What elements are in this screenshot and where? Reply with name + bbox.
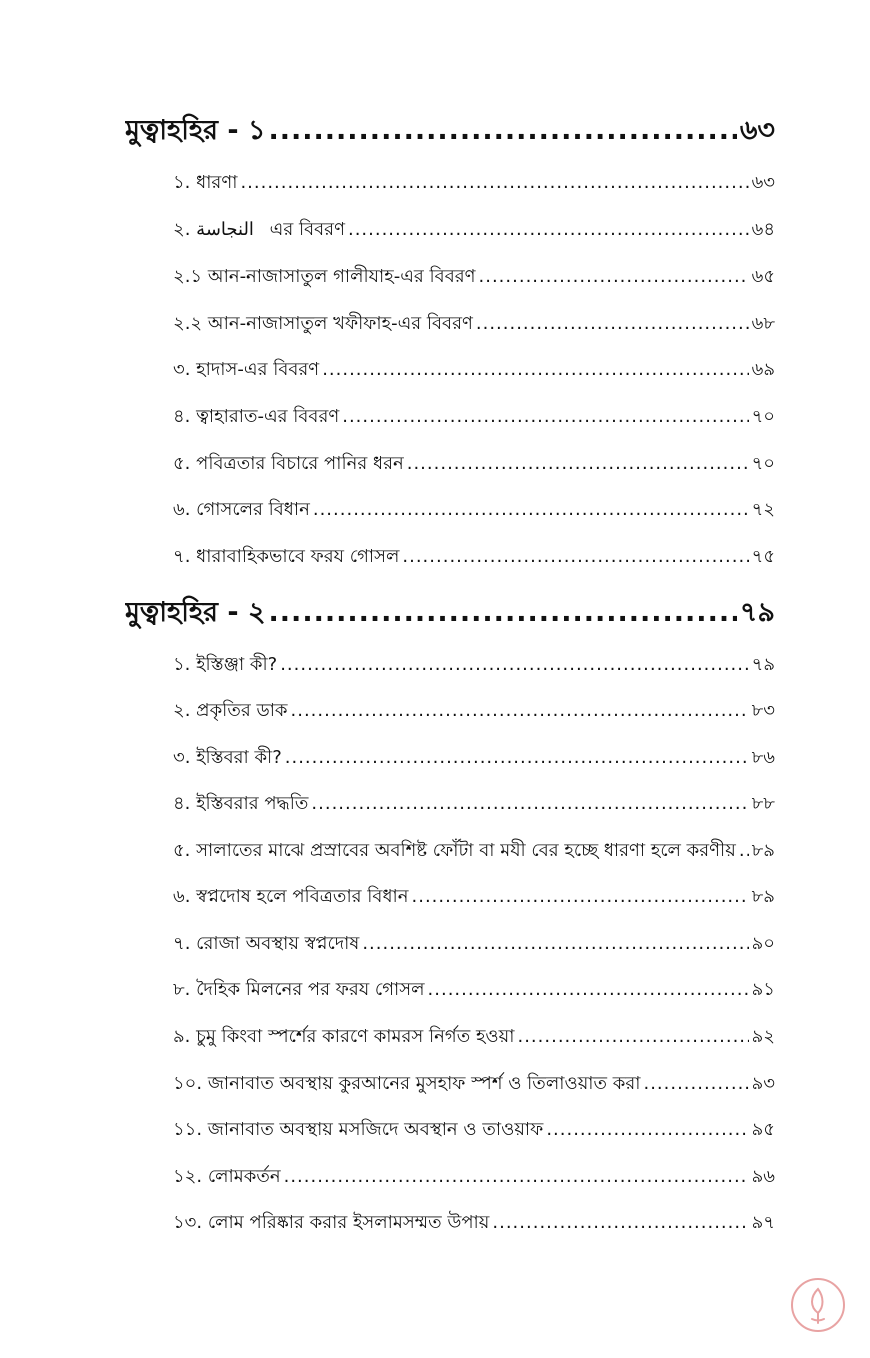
entry-page-number: ৭২: [751, 499, 775, 520]
entry-label: ২.১ আন-নাজাসাতুল গালীযাহ-এর বিবরণ: [173, 266, 476, 287]
entry-page-number: ৬৩: [751, 172, 775, 193]
entry-page-number: ৯৩: [751, 1073, 775, 1094]
entry-label: ১১. জানাবাত অবস্থায় মসজিদে অবস্থান ও তাওয়াফ: [173, 1119, 544, 1140]
leader-dots: [643, 1073, 748, 1094]
toc-entry: [173, 975, 775, 1006]
toc-entry: [173, 650, 775, 681]
leader-dots: [412, 886, 749, 907]
toc-entry: [173, 789, 775, 820]
toc-entry: [173, 449, 775, 480]
toc-entry: [173, 542, 775, 573]
entry-page-number: ৭০: [751, 406, 775, 427]
entry-page-number: ৭০: [751, 453, 775, 474]
toc-entry: [173, 262, 775, 293]
toc-entry: [173, 882, 775, 913]
leader-dots: [311, 793, 748, 814]
leader-dots: [476, 313, 749, 334]
section-heading: [125, 592, 775, 637]
leader-dots: [402, 546, 748, 567]
leader-dots: [517, 1026, 748, 1047]
entry-page-number: ৬৮: [751, 313, 775, 334]
toc-entry: [173, 1208, 775, 1239]
entry-page-number: ৯২: [751, 1026, 775, 1047]
toc-entry: [173, 402, 775, 433]
entry-page-number: ৮৩: [751, 700, 775, 721]
entry-label: ২.২ আন-নাজাসাতুল খফীফাহ-এর বিবরণ: [173, 313, 473, 334]
section-page-number: ৬৩: [739, 115, 775, 146]
toc-entry: [173, 929, 775, 960]
entry-label: ১২. লোমকর্তন: [173, 1166, 281, 1187]
toc-entry: [173, 355, 775, 386]
entry-label: ৫. সালাতের মাঝে প্রস্রাবের অবশিষ্ট ফোঁটা বা মযী বের হচ্ছে ধারণা হলে করণীয়: [173, 840, 736, 861]
leader-dots: [313, 499, 749, 520]
entry-label: ৭. ধারাবাহিকভাবে ফরয গোসল: [173, 546, 400, 567]
toc-entry: [173, 1162, 775, 1193]
entry-page-number: ৬৪: [751, 219, 775, 240]
section-title: মুত্বাহহির - ২: [125, 597, 266, 628]
entry-page-number: ৯৭: [751, 1212, 775, 1233]
entry-label: ৯. চুমু কিংবা স্পর্শের কারণে কামরস নির্গত হওয়া: [173, 1026, 515, 1047]
entry-label: ১. ধারণা: [173, 172, 238, 193]
entry-page-number: ৮৯: [751, 886, 775, 907]
entry-page-number: ৬৫: [751, 266, 775, 287]
entry-page-number: ৮৬: [751, 747, 775, 768]
toc-entry: [173, 309, 775, 340]
leader-dots: [284, 1166, 749, 1187]
leader-dots: [739, 840, 749, 861]
leader-dots: [348, 219, 749, 240]
leader-dots: [362, 933, 748, 954]
entry-label: ৬. গোসলের বিধান: [173, 499, 310, 520]
entry-label: ২. প্রকৃতির ডাক: [173, 700, 288, 721]
publisher-logo-icon: [790, 1277, 846, 1333]
entry-label: ১০. জানাবাত অবস্থায় কুরআনের মুসহাফ স্পর্শ ও তিলাওয়াত করা: [173, 1073, 641, 1094]
leader-dots: [280, 654, 748, 675]
leader-dots: [269, 597, 737, 628]
leader-dots: [291, 700, 749, 721]
leader-dots: [285, 747, 749, 768]
entry-label: ১. ইস্তিঞ্জা কী?: [173, 654, 278, 675]
entry-page-number: ৯৫: [751, 1119, 775, 1140]
entry-page-number: ৭৯: [751, 654, 775, 675]
leader-dots: [428, 979, 749, 1000]
leader-dots: [342, 406, 748, 427]
leader-dots: [492, 1212, 748, 1233]
toc-entry: [173, 168, 775, 199]
leader-dots: [407, 453, 749, 474]
section-title: মুত্বাহহির - ১: [125, 115, 266, 146]
entry-label: ১৩. লোম পরিষ্কার করার ইসলামসম্মত উপায়: [173, 1212, 490, 1233]
entry-label: ৭. রোজা অবস্থায় স্বপ্নদোষ: [173, 933, 360, 954]
toc-entry: [173, 743, 775, 774]
entry-page-number: ৯৬: [751, 1166, 775, 1187]
entry-page-number: ৯১: [751, 979, 775, 1000]
toc-entry: [173, 215, 775, 246]
entry-label: ৬. স্বপ্নদোষ হলে পবিত্রতার বিধান: [173, 886, 409, 907]
entry-label-arabic: النجاسة: [196, 219, 254, 240]
entry-page-number: ৬৯: [751, 359, 775, 380]
section-heading: [125, 110, 775, 155]
toc-entry: [173, 1115, 775, 1146]
entry-label: ৫. পবিত্রতার বিচারে পানির ধরন: [173, 453, 404, 474]
toc-entry: [173, 495, 775, 526]
toc-entry: [173, 1022, 775, 1053]
leader-dots: [240, 172, 748, 193]
toc-entry: [173, 1069, 775, 1100]
entry-label: ৪. ত্বাহারাত-এর বিবরণ: [173, 406, 340, 427]
leader-dots: [479, 266, 749, 287]
entry-label-prefix: ২.: [173, 219, 191, 240]
entry-label: ৪. ইস্তিবরার পদ্ধতি: [173, 793, 309, 814]
entry-page-number: ৯০: [751, 933, 775, 954]
entry-label-suffix: এর বিবরণ: [269, 219, 345, 240]
entry-label: ৩. হাদাস-এর বিবরণ: [173, 359, 320, 380]
toc-entry: [173, 696, 775, 727]
entry-page-number: ৮৮: [751, 793, 775, 814]
leader-dots: [322, 359, 748, 380]
section-page-number: ৭৯: [739, 597, 775, 628]
leader-dots: [269, 115, 737, 146]
entry-label: ৩. ইস্তিবরা কী?: [173, 747, 282, 768]
leader-dots: [546, 1119, 748, 1140]
entry-label: ৮. দৈহিক মিলনের পর ফরয গোসল: [173, 979, 425, 1000]
toc-entry: [173, 836, 775, 867]
entry-page-number: ৮৯: [751, 840, 775, 861]
entry-label: [173, 215, 345, 246]
entry-page-number: ৭৫: [751, 546, 775, 567]
